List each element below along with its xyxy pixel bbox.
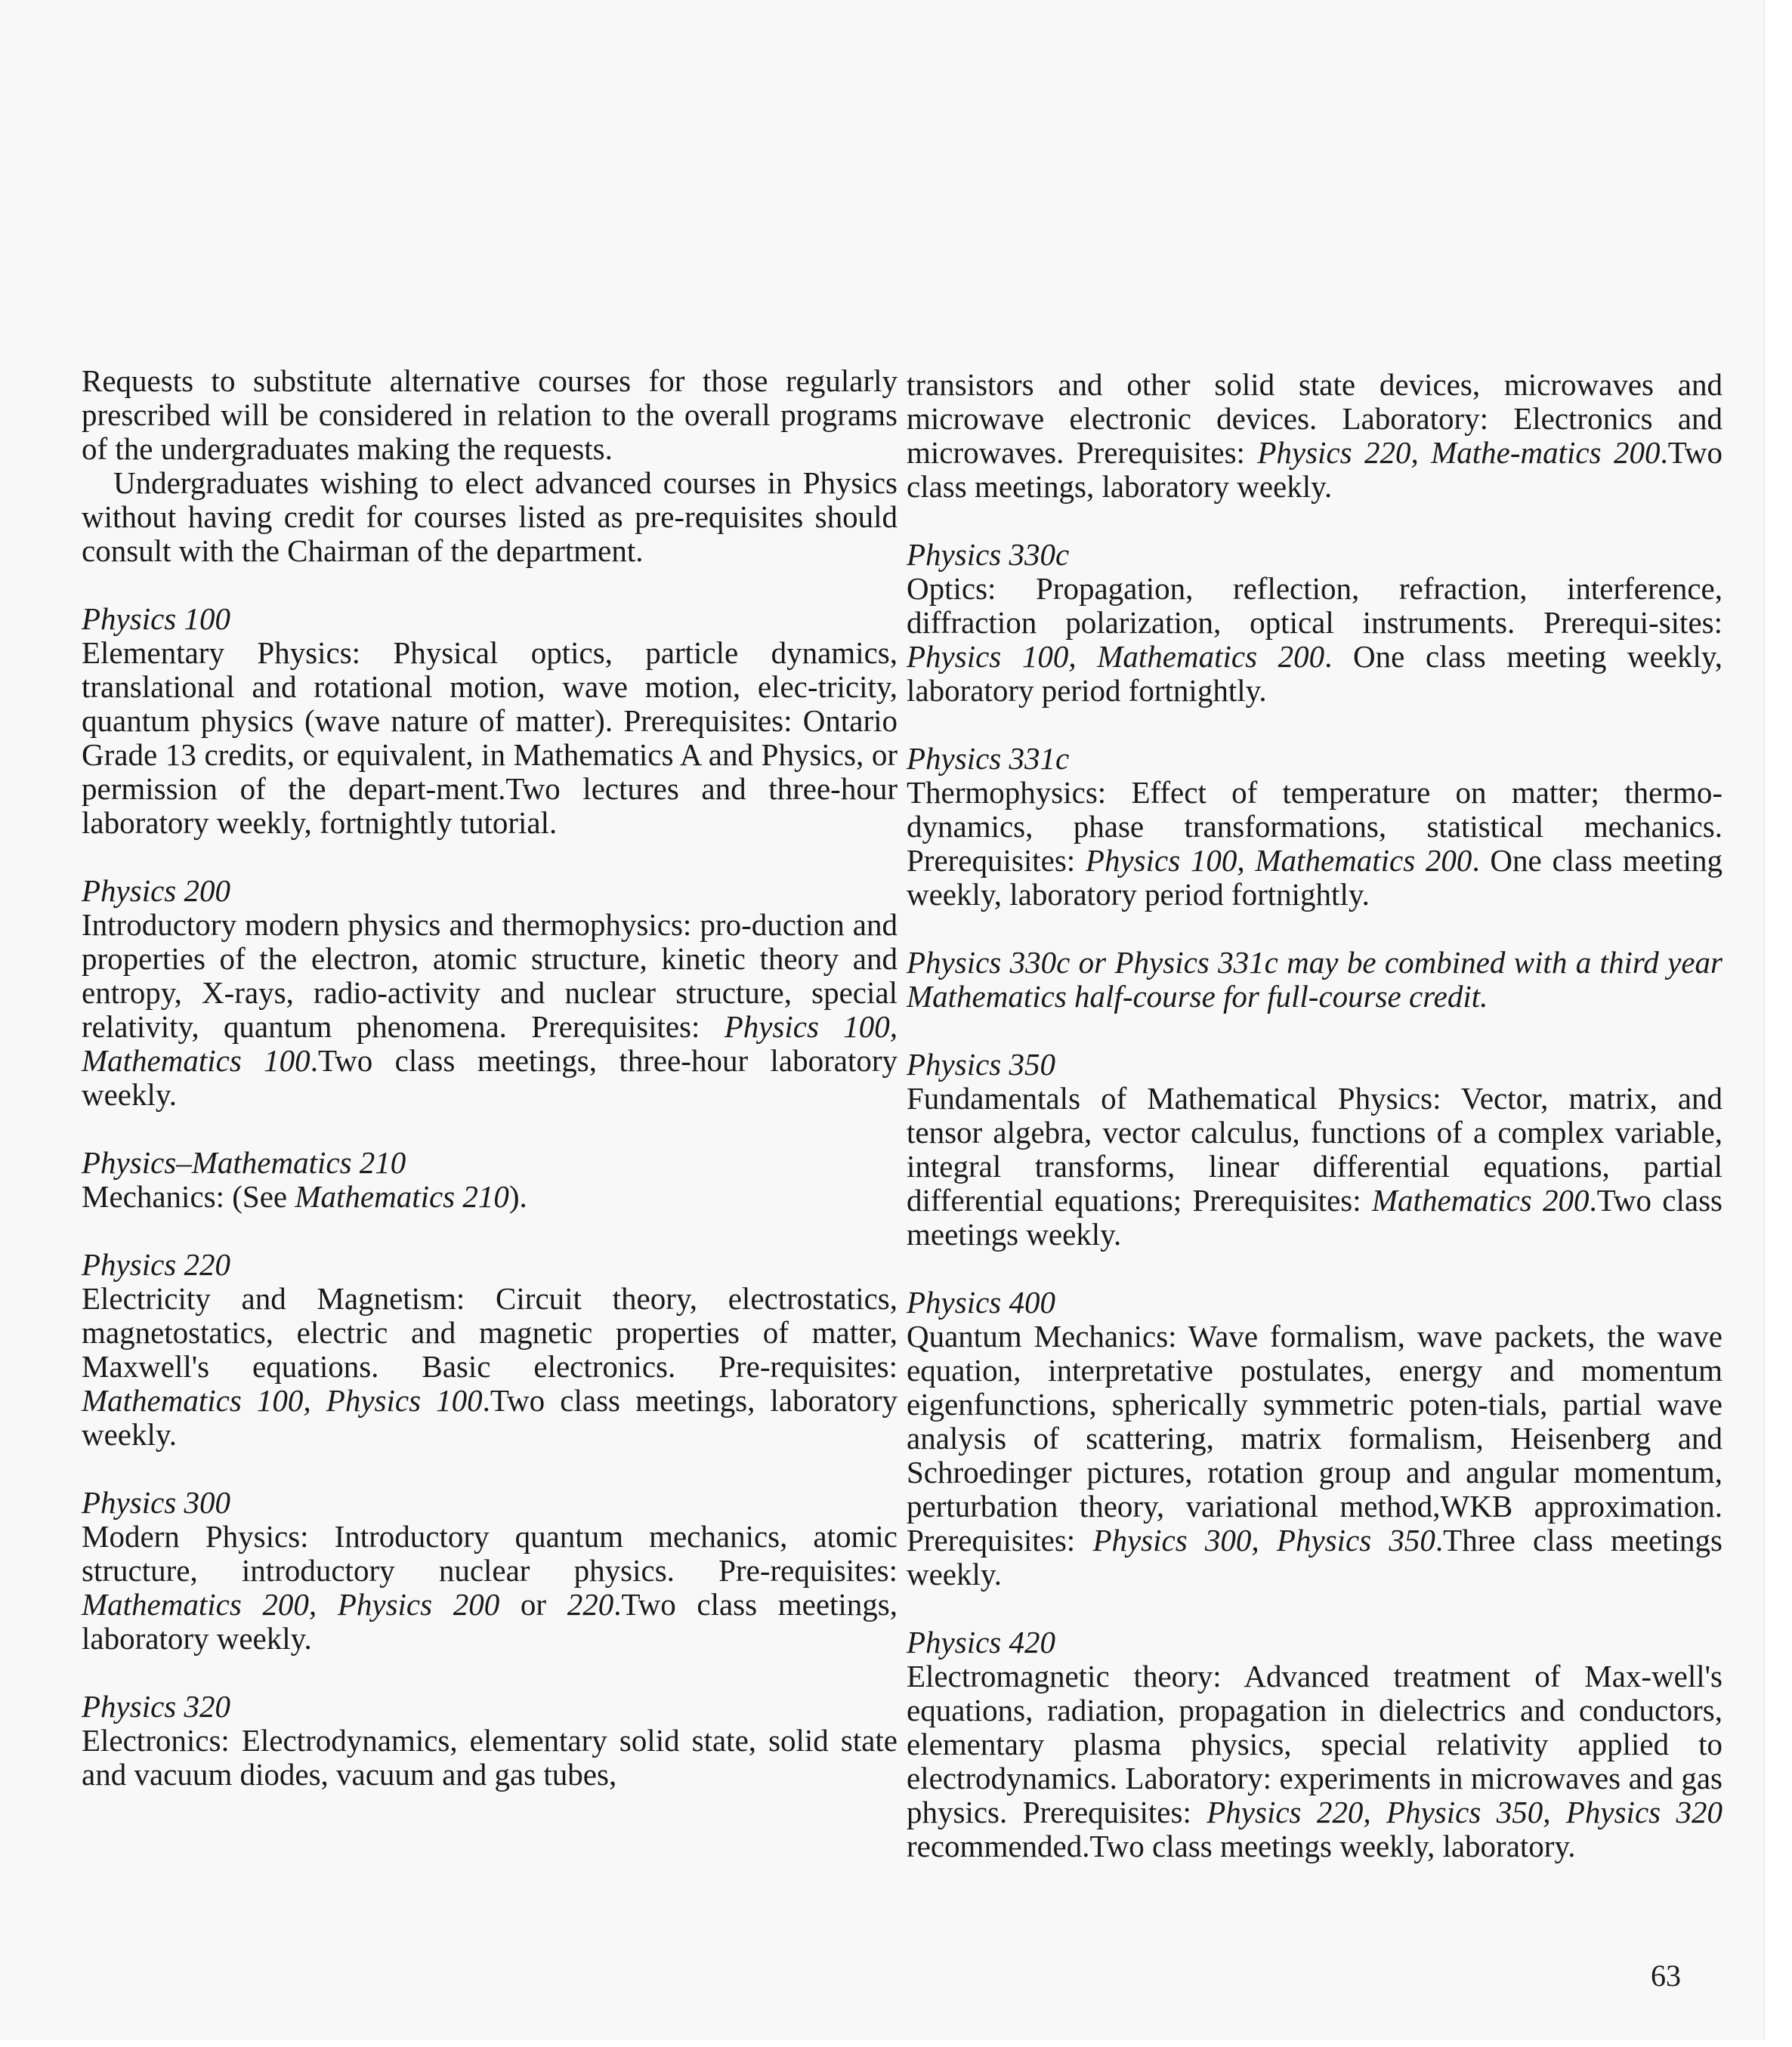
course-title: Physics 320 xyxy=(82,1689,230,1724)
course-text: Modern Physics: Introductory quantum mechanics, atomic structure, introductory nuclear physics. Pre-requisites: xyxy=(82,1519,898,1588)
course-text: . One class meeting weekly, laboratory period fortnightly. xyxy=(907,639,1722,708)
course-entry xyxy=(82,1146,898,1214)
course-description xyxy=(82,636,898,840)
right-column xyxy=(907,368,1722,1863)
course-entry xyxy=(82,1690,898,1792)
course-reference: Physics 220, Physics 350, Physics 320 xyxy=(1207,1795,1722,1829)
course-description xyxy=(82,1724,898,1792)
course-title: Physics–Mathematics 210 xyxy=(82,1145,406,1180)
course-title: Physics 330c xyxy=(907,537,1070,572)
intro-paragraph-1: Requests to substitute alternative courses for those regularly prescribed will be considered in relation to the overall programs of the undergraduates making the requests. xyxy=(82,363,898,466)
course-text: Thermophysics: Effect of temperature on matter; thermo-dynamics, phase transformations, statistical mechanics. Prerequisites: xyxy=(907,775,1722,878)
course-title: Physics 100 xyxy=(82,601,230,636)
combination-note: Physics 330c or Physics 331c may be combined with a third year Mathematics half-course for full-course credit. xyxy=(907,945,1722,1014)
course-text: . One class meeting weekly, laboratory period fortnightly. xyxy=(907,843,1722,912)
course-title: Physics 300 xyxy=(82,1485,230,1520)
course-entry xyxy=(907,1048,1722,1252)
course-text: Introductory modern physics and thermophysics: pro-duction and properties of the electron, atomic structure, kinetic theory and entropy, X-rays, radio-activity and nuclear structure, special relativity, quantum phenomena. Prerequisites: xyxy=(82,907,898,1044)
course-description xyxy=(82,1520,898,1656)
course-reference: Mathematics 100, Physics 100 xyxy=(82,1383,483,1418)
course-reference: Mathematics 200, Physics 200 xyxy=(82,1587,500,1622)
course-text: Fundamentals of Mathematical Physics: Vector, matrix, and tensor algebra, vector calculus, functions of a complex variable, integral transforms, linear differential equations, partial differential equations; Prerequisites: xyxy=(907,1081,1722,1218)
course-text: .Two class meetings, three-hour laboratory weekly. xyxy=(82,1043,898,1112)
course-entry xyxy=(907,1626,1722,1863)
course-text: Electricity and Magnetism: Circuit theory, electrostatics, magnetostatics, electric and magnetic properties of matter, Maxwell's equations. Basic electronics. Pre-requisites: xyxy=(82,1281,898,1384)
continued-course-description xyxy=(907,368,1722,504)
course-text: .Two class meetings weekly. xyxy=(907,1183,1722,1252)
course-reference: Physics 300, Physics 350 xyxy=(1092,1523,1435,1558)
course-entry xyxy=(907,1286,1722,1592)
course-text: Optics: Propagation, reflection, refraction, interference, diffraction polarization, optical instruments. Prerequi-sites: xyxy=(907,571,1722,640)
course-text: Elementary Physics: Physical optics, particle dynamics, translational and rotational motion, wave motion, elec-tricity, quantum physics (wave nature of matter). Prerequisites: Ontario Grade 13 credits, or equivalent, in Mathematics A and Physics, or permission of the depart-ment.Two lectures and three-hour laboratory weekly, fortnightly tutorial. xyxy=(82,635,898,840)
course-text: or xyxy=(499,1587,567,1622)
course-text: recommended.Two class meetings weekly, laboratory. xyxy=(907,1829,1576,1863)
course-note xyxy=(907,946,1722,1014)
course-title: Physics 400 xyxy=(907,1285,1055,1320)
course-entry xyxy=(907,742,1722,912)
course-description xyxy=(82,908,898,1112)
course-text: .Two class meetings, laboratory weekly. xyxy=(82,1383,898,1452)
course-title: Physics 331c xyxy=(907,741,1070,776)
course-reference: Mathematics 210 xyxy=(295,1179,509,1214)
course-description xyxy=(907,1320,1722,1592)
course-text: Electromagnetic theory: Advanced treatment of Max-well's equations, radiation, propagation in dielectrics and conductors, elementary plasma physics, special relativity applied to electrodynamics. Laboratory: experiments in microwaves and gas physics. Prerequisites: xyxy=(907,1659,1722,1829)
course-text: ). xyxy=(508,1179,527,1214)
course-reference: 220 xyxy=(567,1587,614,1622)
left-column xyxy=(82,364,898,1792)
course-description xyxy=(907,1660,1722,1863)
course-entry xyxy=(82,874,898,1112)
course-text: .Two class meetings, laboratory weekly. xyxy=(82,1587,898,1656)
intro-paragraph-2: Undergraduates wishing to elect advanced courses in Physics without having credit for courses listed as pre-requisites should consult with the Chairman of the department. xyxy=(82,465,898,568)
course-description xyxy=(82,1180,898,1214)
course-title: Physics 420 xyxy=(907,1625,1055,1660)
course-entry xyxy=(82,1248,898,1452)
course-title: Physics 350 xyxy=(907,1047,1055,1082)
course-reference: Physics 100, Mathematics 100 xyxy=(82,1009,898,1078)
course-title: Physics 220 xyxy=(82,1247,230,1282)
course-description xyxy=(907,1082,1722,1252)
left-course-list xyxy=(82,602,898,1792)
course-text: .Three class meetings weekly. xyxy=(907,1523,1722,1592)
course-entry xyxy=(907,538,1722,708)
course-title: Physics 200 xyxy=(82,873,230,908)
course-text: Quantum Mechanics: Wave formalism, wave packets, the wave equation, interpretative postulates, energy and momentum eigenfunctions, spherically symmetric poten-tials, partial wave analysis of scattering, matrix formalism, Heisenberg and Schroedinger pictures, rotation group and angular momentum, perturbation theory, variational method,WKB approximation. Prerequisites: xyxy=(907,1319,1722,1558)
course-reference: Physics 100, Mathematics 200 xyxy=(1085,843,1472,878)
course-reference: Physics 220, Mathe-matics 200 xyxy=(1257,435,1661,470)
course-description xyxy=(907,776,1722,912)
course-reference: Physics 100, Mathematics 200 xyxy=(907,639,1325,674)
course-description xyxy=(82,1282,898,1452)
course-text: .Two class meetings, laboratory weekly. xyxy=(907,435,1722,504)
course-text: transistors and other solid state devices, microwaves and microwave electronic devices. Laboratory: Electronics and microwaves. Prerequisites: xyxy=(907,367,1722,470)
course-entry xyxy=(82,602,898,840)
right-course-list xyxy=(907,538,1722,1863)
course-description xyxy=(907,572,1722,708)
course-text: Electronics: Electrodynamics, elementary solid state, solid state and vacuum diodes, vacuum and gas tubes, xyxy=(82,1723,898,1792)
course-reference: Mathematics 200 xyxy=(1371,1183,1590,1218)
course-text: Mechanics: (See xyxy=(82,1179,295,1214)
course-entry xyxy=(82,1486,898,1656)
page-number: 63 xyxy=(1651,1959,1681,1993)
